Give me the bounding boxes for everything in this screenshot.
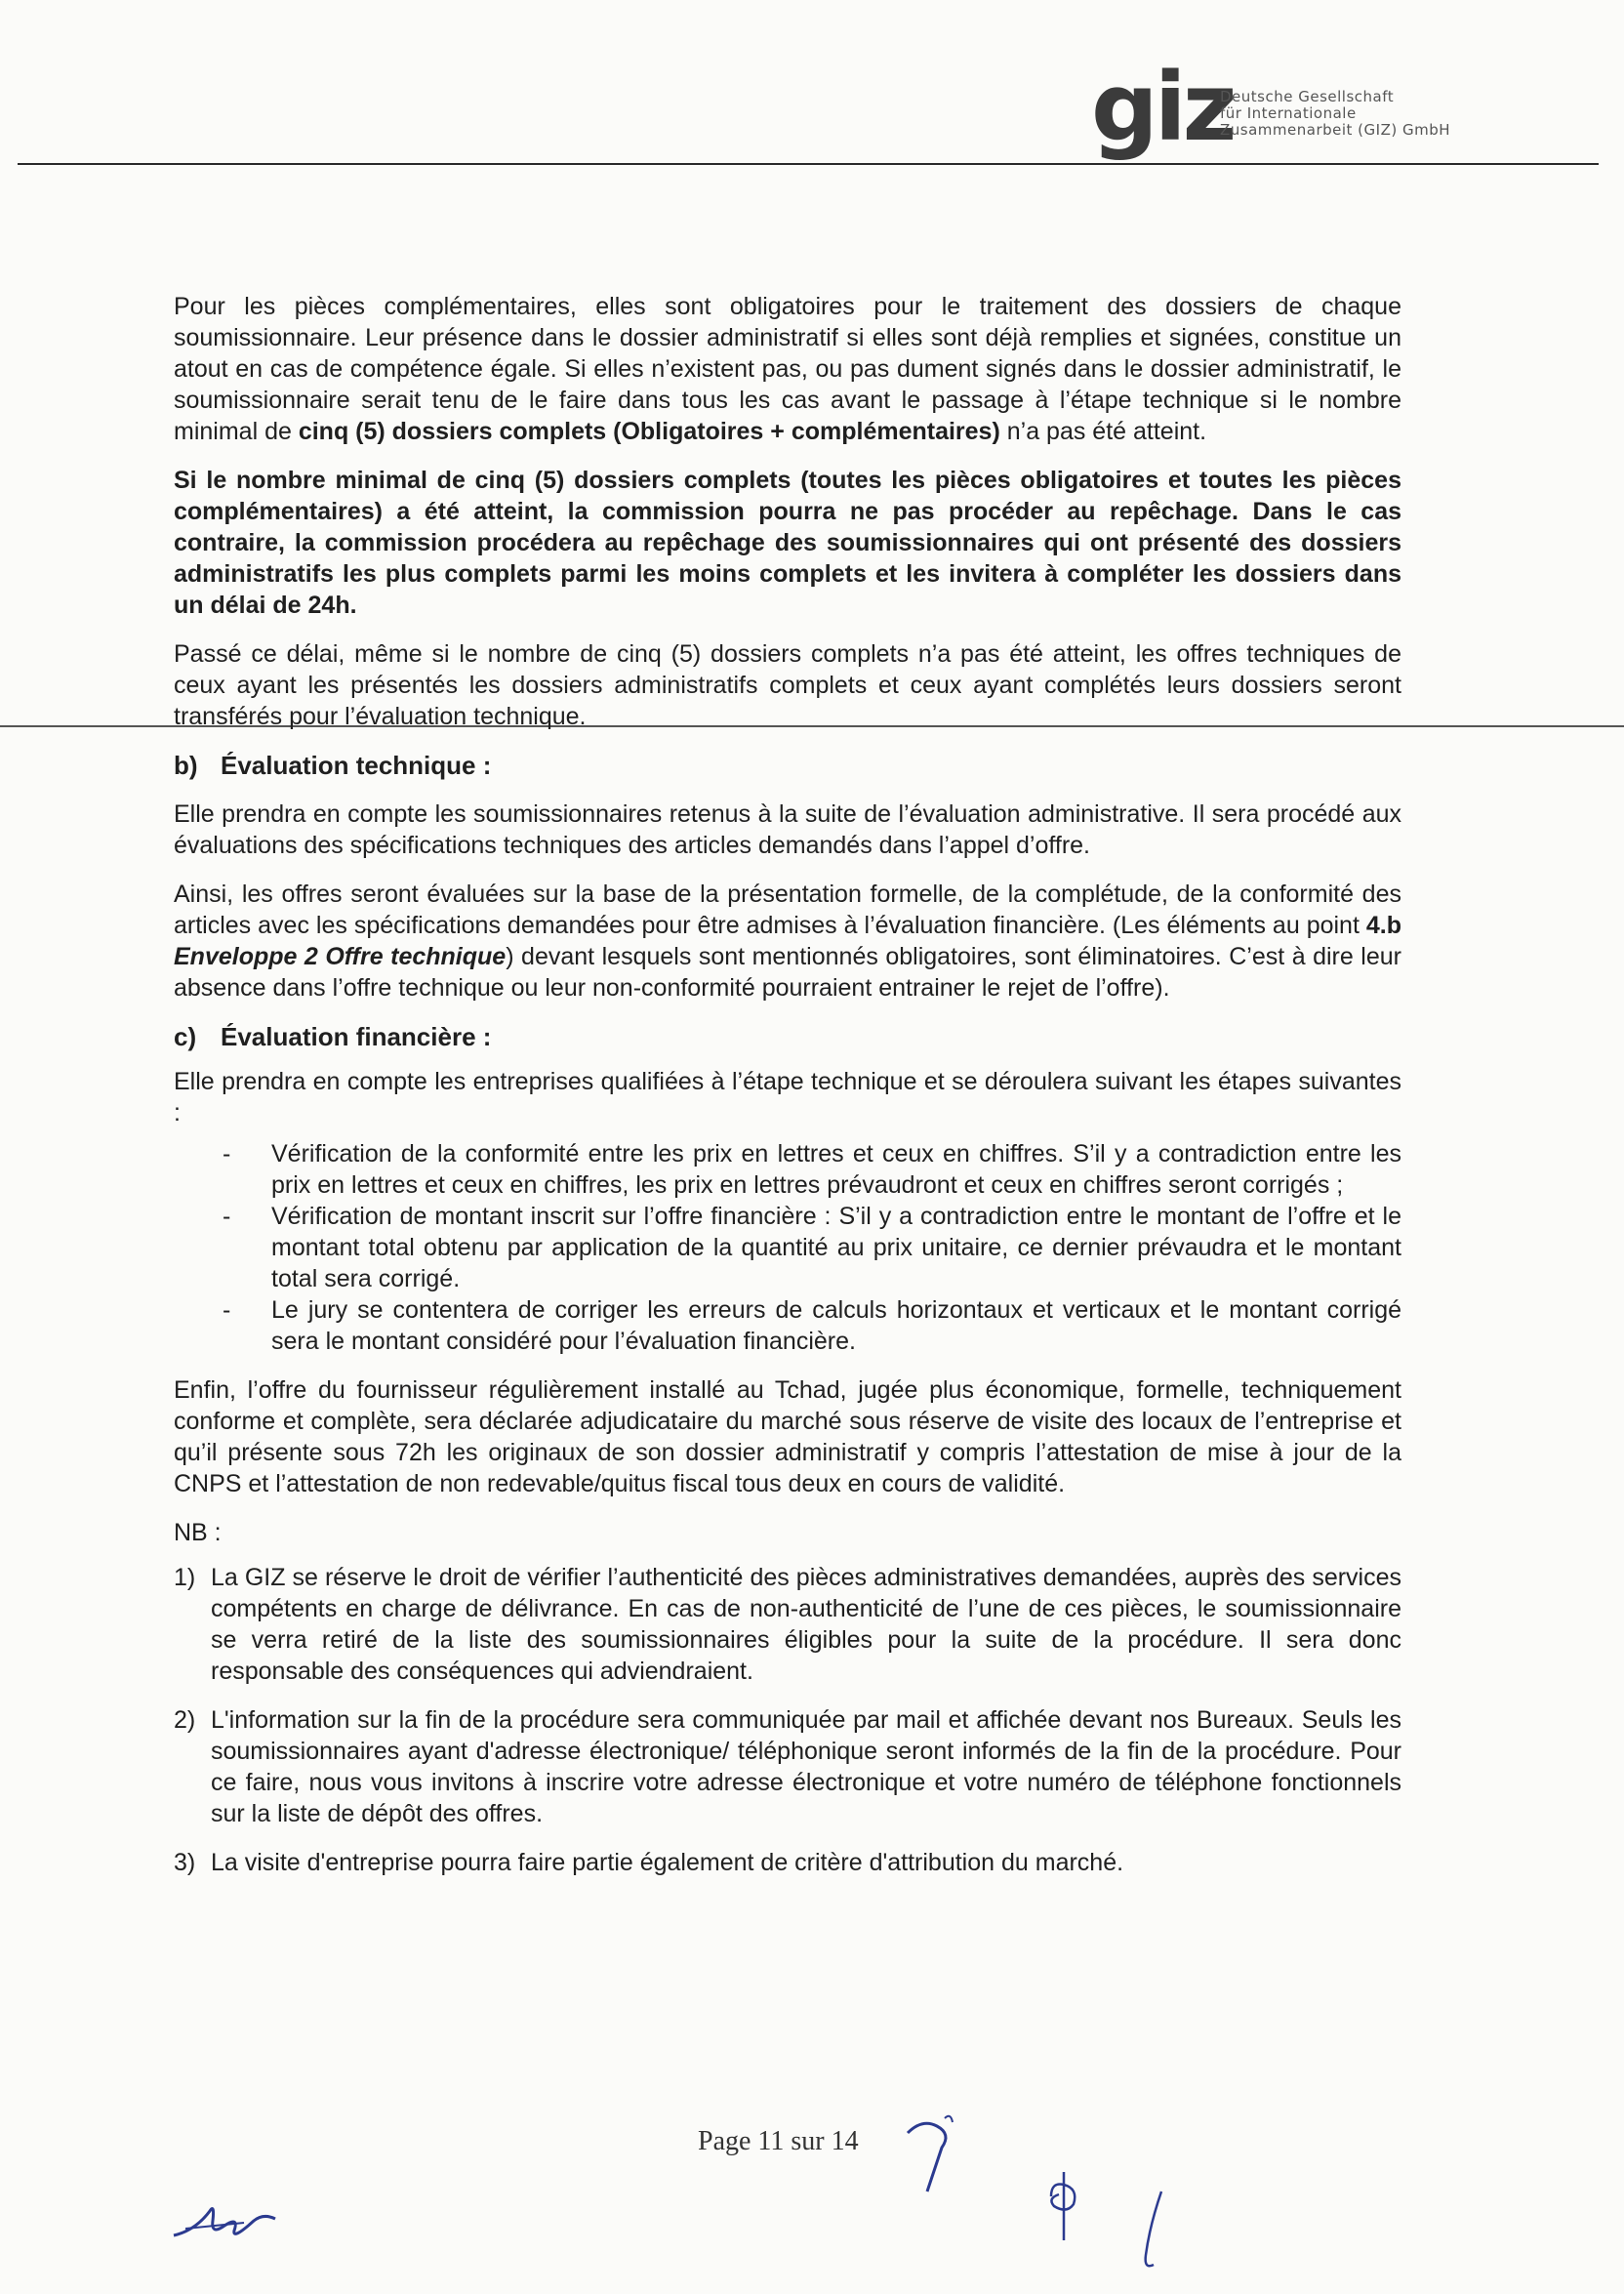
page-number: Page 11 sur 14 bbox=[698, 2126, 859, 2156]
list-item-text: Le jury se contentera de corriger les erreurs de calculs horizontaux et verticaux et le montant corrigé sera le montant considéré pour l’évaluation financière. bbox=[271, 1296, 1401, 1355]
list-item bbox=[174, 1201, 1401, 1294]
bullet-dash: - bbox=[223, 1296, 231, 1324]
heading-letter: b) bbox=[174, 751, 198, 780]
document-body bbox=[174, 291, 1401, 1896]
text-run: Pour les pièces complémentaires, elles sont obligatoires pour le traitement des dossiers de chaque soumissionnaire. Leur présence dans le dossier administratif si elles sont déjà remplies et signées, constitue un atout en cas de compétence égale. Si elles n’existent pas, ou pas dument signés dans le dossier administratif, le soumissionnaire serait tenu de le faire dans tous les cas avant le passage à l’étape technique si le nombre minimal de bbox=[174, 293, 1401, 445]
list-number: 2) bbox=[174, 1706, 196, 1734]
paragraph-financial-intro: Elle prendra en compte les entreprises qualifiées à l’étape technique et se déroulera suivant les étapes suivantes : bbox=[174, 1068, 1401, 1127]
list-item-text: L'information sur la fin de la procédure sera communiquée par mail et affichée devant nos Bureaux. Seuls les soumissionnaires ayant d'adresse électronique/ téléphonique seront informés de la fin de la procédure. Pour ce faire, nous vous invitons à inscrire votre adresse électronique et votre numéro de téléphone fonctionnels sur la liste de dépôt des offres. bbox=[211, 1706, 1401, 1827]
list-item bbox=[174, 1294, 1401, 1357]
list-item-text: La visite d'entreprise pourra faire partie également de critère d'attribution du marché. bbox=[211, 1849, 1124, 1876]
heading-letter: c) bbox=[174, 1022, 197, 1051]
heading-text: Évaluation technique : bbox=[221, 751, 492, 780]
nb-label: NB : bbox=[174, 1519, 222, 1546]
handwritten-initials-signature bbox=[1132, 2187, 1171, 2274]
list-item bbox=[174, 1704, 1401, 1829]
heading-evaluation-financiere bbox=[174, 1021, 1401, 1052]
text-run: ) devant lesquels sont mentionnés obligatoires, sont éliminatoires. C’est à dire leur absence dans l’offre technique ou leur non-conformité pourraient entrainer le rejet de l’offre). bbox=[174, 943, 1401, 1002]
company-line: für Internationale bbox=[1220, 104, 1357, 122]
heading-text: Évaluation financière : bbox=[221, 1022, 492, 1051]
paragraph-technical-1: Elle prendra en compte les soumissionnaires retenus à la suite de l’évaluation administrative. Il sera procédé aux évaluations des spécifications techniques des articles demandés dans l’appel d’offre. bbox=[174, 800, 1401, 859]
text-run: Ainsi, les offres seront évaluées sur la base de la présentation formelle, de la complétude, de la conformité des articles avec les spécifications demandées pour être admises à l’évaluation financière. (Les éléments au point bbox=[174, 881, 1401, 939]
handwritten-initials-signature bbox=[898, 2109, 966, 2196]
bold-run: 4.b bbox=[1365, 912, 1401, 939]
list-item-text: La GIZ se réserve le droit de vérifier l’authenticité des pièces administratives demandées, auprès des services compétents en charge de délivrance. En cas de non-authenticité de l’une de ces pièces, le soumissionnaire se verra retiré de la liste des soumissionnaires éligibles pour la suite de la procédure. Il sera donc responsable des conséquences qui adviendraient. bbox=[211, 1564, 1401, 1685]
list-item bbox=[174, 1847, 1401, 1878]
list-item-text: Vérification de la conformité entre les prix en lettres et ceux en chiffres. S’il y a contradiction entre les prix en lettres et ceux en chiffres, les prix en lettres prévaudront et ceux en chiffres seront corrigés ; bbox=[271, 1140, 1401, 1199]
list-number: 1) bbox=[174, 1564, 196, 1591]
paragraph-complementary-pieces bbox=[174, 291, 1401, 447]
heading-evaluation-technique bbox=[174, 750, 1401, 781]
nb-numbered-list bbox=[174, 1562, 1401, 1878]
company-name bbox=[1220, 89, 1450, 139]
list-item bbox=[174, 1138, 1401, 1201]
text-run: n’a pas été atteint. bbox=[999, 418, 1207, 445]
paragraph-repechage: Si le nombre minimal de cinq (5) dossiers complets (toutes les pièces obligatoires et toutes les pièces complémentaires) a été atteint, la commission pourra ne pas procéder au repêchage. Dans le cas contraire, la commission procédera au repêchage des soumissionnaires qui ont présenté des dossiers administratifs les plus complets parmi les moins complets et les invitera à compléter les dossiers dans un délai de 24h. bbox=[174, 467, 1401, 619]
header-divider bbox=[18, 163, 1599, 165]
bold-italic-run: Enveloppe 2 Offre technique bbox=[174, 943, 507, 970]
list-number: 3) bbox=[174, 1849, 196, 1876]
handwritten-initials-signature bbox=[166, 2192, 283, 2250]
handwritten-initials-signature bbox=[1039, 2167, 1088, 2245]
financial-steps-list bbox=[174, 1138, 1401, 1357]
paragraph-award: Enfin, l’offre du fournisseur régulièrement installé au Tchad, jugée plus économique, formelle, techniquement conforme et complète, sera déclarée adjudicataire du marché sous réserve de visite des locaux de l’entreprise et qu’il présente sous 72h les originaux de son dossier administratif y compris l’attestation de mise à jour de la CNPS et l’attestation de non redevable/quitus fiscal tous deux en cours de validité. bbox=[174, 1376, 1401, 1497]
paragraph-technical-2 bbox=[174, 879, 1401, 1004]
list-item-text: Vérification de montant inscrit sur l’offre financière : S’il y a contradiction entre le montant de l’offre et le montant total obtenu par application de la quantité au prix unitaire, ce dernier prévaudra et le montant total sera corrigé. bbox=[271, 1203, 1401, 1292]
bold-run: cinq (5) dossiers complets (Obligatoires + complémentaires) bbox=[298, 418, 1000, 445]
bullet-dash: - bbox=[223, 1203, 231, 1230]
company-line: Deutsche Gesellschaft bbox=[1220, 88, 1395, 105]
page-header bbox=[18, 54, 1599, 171]
giz-logo: giz bbox=[1091, 53, 1234, 162]
paragraph-delay: Passé ce délai, même si le nombre de cinq (5) dossiers complets n’a pas été atteint, les offres techniques de ceux ayant les présentés les dossiers administratifs complets et ceux ayant complétés leurs dossiers seront transférés pour l’évaluation technique. bbox=[174, 640, 1401, 730]
bullet-dash: - bbox=[223, 1140, 231, 1167]
company-line: Zusammenarbeit (GIZ) GmbH bbox=[1220, 121, 1451, 139]
list-item bbox=[174, 1562, 1401, 1687]
